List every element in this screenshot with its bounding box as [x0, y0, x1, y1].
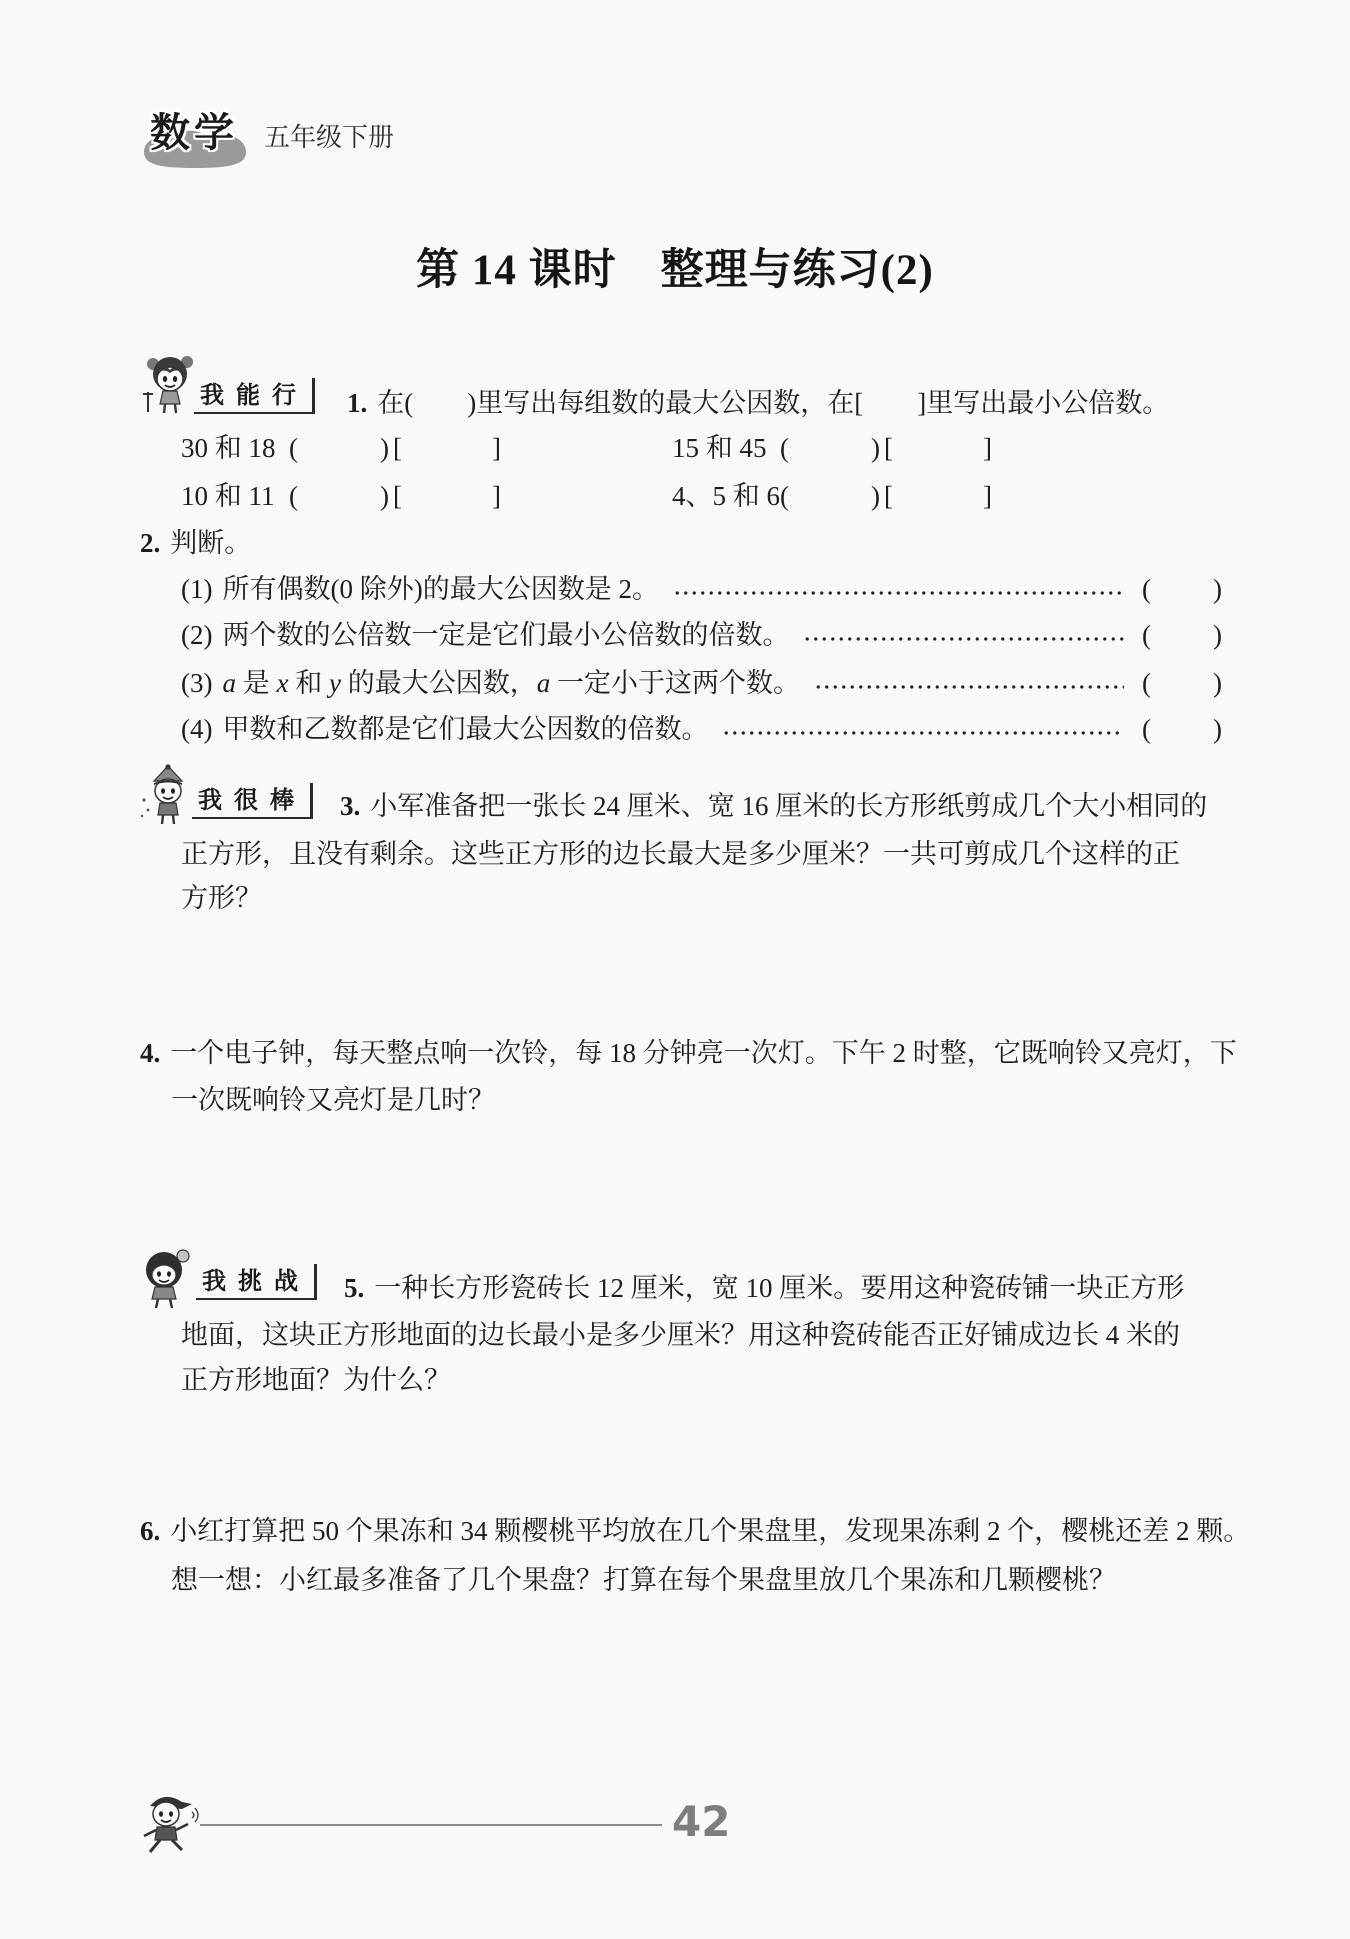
number-group: 15 和 45 — [672, 433, 767, 463]
grade-label: 五年级下册 — [264, 123, 395, 153]
lcm-answer-blank — [884, 481, 992, 511]
q1-item — [181, 481, 501, 511]
open-parenthesis: ( — [1142, 668, 1151, 698]
item-label: (4) — [181, 714, 213, 744]
question-3-line-2: 正方形，且没有剩余。这些正方形的边长最大是多少厘米？一共可剪成几个这样的正 — [181, 839, 1180, 869]
judgment-item-4 — [181, 714, 1222, 744]
answer-parentheses — [1142, 574, 1222, 604]
lcm-answer-blank — [393, 433, 501, 463]
open-parenthesis: ( — [1142, 574, 1151, 604]
cartoon-runner-icon — [136, 1786, 202, 1856]
question-text: 小军准备把一张长 24 厘米、宽 16 厘米的长方形纸剪成几个大小相同的 — [370, 791, 1208, 821]
close-parenthesis: ) — [380, 433, 389, 463]
question-4-line-2: 一次既响铃又亮灯是几时？ — [171, 1085, 495, 1115]
close-parenthesis: ) — [1213, 620, 1222, 650]
question-text: 在( )里写出每组数的最大公因数，在[ ]里写出最小公倍数。 — [377, 388, 1170, 418]
gcd-answer-blank — [780, 433, 880, 463]
lcm-answer-blank — [884, 433, 992, 463]
judgment-item-1 — [181, 574, 1222, 604]
close-bracket: ] — [983, 481, 992, 511]
question-text: 一个电子钟，每天整点响一次铃，每 18 分钟亮一次灯。下午 2 时整，它既响铃又亮灯，下 — [170, 1038, 1237, 1068]
close-parenthesis: ) — [871, 433, 880, 463]
cartoon-boy-icon — [134, 1246, 196, 1310]
gcd-answer-blank — [780, 481, 880, 511]
question-5-line-2: 地面，这块正方形地面的边长最小是多少厘米？用这种瓷砖能否正好铺成边长 4 米的 — [181, 1320, 1180, 1350]
variable-a: a — [222, 668, 236, 698]
lcm-answer-blank — [393, 481, 501, 511]
statement-text: 两个数的公倍数一定是它们最小公倍数的倍数。 — [222, 620, 790, 650]
statement-text — [222, 668, 799, 698]
question-text: 判断。 — [170, 528, 252, 558]
gcd-answer-blank — [289, 481, 389, 511]
open-bracket: [ — [884, 433, 893, 463]
gcd-answer-blank — [289, 433, 389, 463]
open-parenthesis: ( — [780, 481, 789, 511]
statement-fragment: 是 — [235, 668, 277, 698]
statement-fragment: 和 — [288, 668, 329, 698]
open-bracket: [ — [884, 481, 893, 511]
cartoon-kid-hat-icon — [138, 764, 198, 826]
number-group: 4、5 和 6 — [672, 481, 780, 511]
question-text: 小红打算把 50 个果冻和 34 颗樱桃平均放在几个果盘里，发现果冻剩 2 个，樱桃还差 2 颗。 — [170, 1516, 1251, 1546]
item-label: (2) — [181, 620, 213, 650]
question-text: 一种长方形瓷砖长 12 厘米，宽 10 厘米。要用这种瓷砖铺一块正方形 — [374, 1273, 1185, 1303]
statement-text: 所有偶数(0 除外)的最大公因数是 2。 — [222, 574, 659, 604]
close-parenthesis: ) — [1213, 714, 1222, 744]
close-parenthesis: ) — [1213, 668, 1222, 698]
subject-logo-text: 数学 — [150, 110, 238, 156]
variable-a: a — [536, 668, 551, 698]
question-number: 2. — [140, 528, 161, 558]
question-3-line-1 — [340, 791, 1207, 821]
cartoon-girl-icon — [140, 352, 200, 416]
question-number: 4. — [140, 1038, 161, 1068]
page-number: 42 — [672, 1797, 731, 1846]
close-bracket: ] — [492, 481, 501, 511]
close-bracket: ] — [983, 433, 992, 463]
open-parenthesis: ( — [289, 433, 298, 463]
variable-y: y — [328, 668, 341, 698]
dotted-leader — [722, 730, 1124, 736]
question-2-prompt — [140, 528, 251, 558]
statement-fragment: 一定小于这两个数。 — [550, 668, 800, 698]
close-parenthesis: ) — [1213, 574, 1222, 604]
statement-text: 甲数和乙数都是它们最大公因数的倍数。 — [222, 714, 709, 744]
answer-parentheses — [1142, 620, 1222, 650]
open-parenthesis: ( — [780, 433, 789, 463]
question-6-line-2: 想一想：小红最多准备了几个果盘？打算在每个果盘里放几个果冻和几颗樱桃？ — [171, 1565, 1116, 1595]
question-5-line-3: 正方形地面？为什么？ — [181, 1365, 451, 1395]
answer-parentheses — [1142, 668, 1222, 698]
judgment-item-2 — [181, 620, 1222, 650]
q1-item — [672, 481, 992, 511]
item-label: (1) — [181, 574, 213, 604]
badge-challenge: 我挑战 — [196, 1264, 317, 1300]
lesson-title: 第 14 课时 整理与练习(2) — [416, 247, 934, 294]
number-group: 30 和 18 — [181, 433, 276, 463]
q1-item — [672, 433, 992, 463]
question-number: 1. — [347, 388, 368, 418]
statement-fragment: 的最大公因数， — [340, 668, 537, 698]
question-1-prompt — [347, 388, 1169, 418]
q1-item — [181, 433, 501, 463]
number-group: 10 和 11 — [181, 481, 275, 511]
dotted-leader — [803, 636, 1124, 642]
badge-great: 我很棒 — [192, 783, 313, 819]
open-parenthesis: ( — [1142, 620, 1151, 650]
close-parenthesis: ) — [871, 481, 880, 511]
badge-can-do: 我能行 — [194, 378, 315, 414]
footer-rule — [200, 1824, 662, 1826]
judgment-item-3 — [181, 668, 1222, 698]
close-parenthesis: ) — [380, 481, 389, 511]
open-parenthesis: ( — [289, 481, 298, 511]
question-6-line-1 — [140, 1516, 1250, 1546]
answer-parentheses — [1142, 714, 1222, 744]
question-number: 5. — [344, 1273, 365, 1303]
variable-x: x — [276, 668, 289, 698]
item-label: (3) — [181, 668, 213, 698]
open-bracket: [ — [393, 481, 402, 511]
question-number: 3. — [340, 791, 361, 821]
question-number: 6. — [140, 1516, 161, 1546]
open-parenthesis: ( — [1142, 714, 1151, 744]
question-4-line-1 — [140, 1038, 1237, 1068]
close-bracket: ] — [492, 433, 501, 463]
dotted-leader — [673, 590, 1124, 596]
dotted-leader — [814, 684, 1124, 690]
question-5-line-1 — [344, 1273, 1184, 1303]
question-3-line-3: 方形？ — [181, 883, 262, 913]
open-bracket: [ — [393, 433, 402, 463]
